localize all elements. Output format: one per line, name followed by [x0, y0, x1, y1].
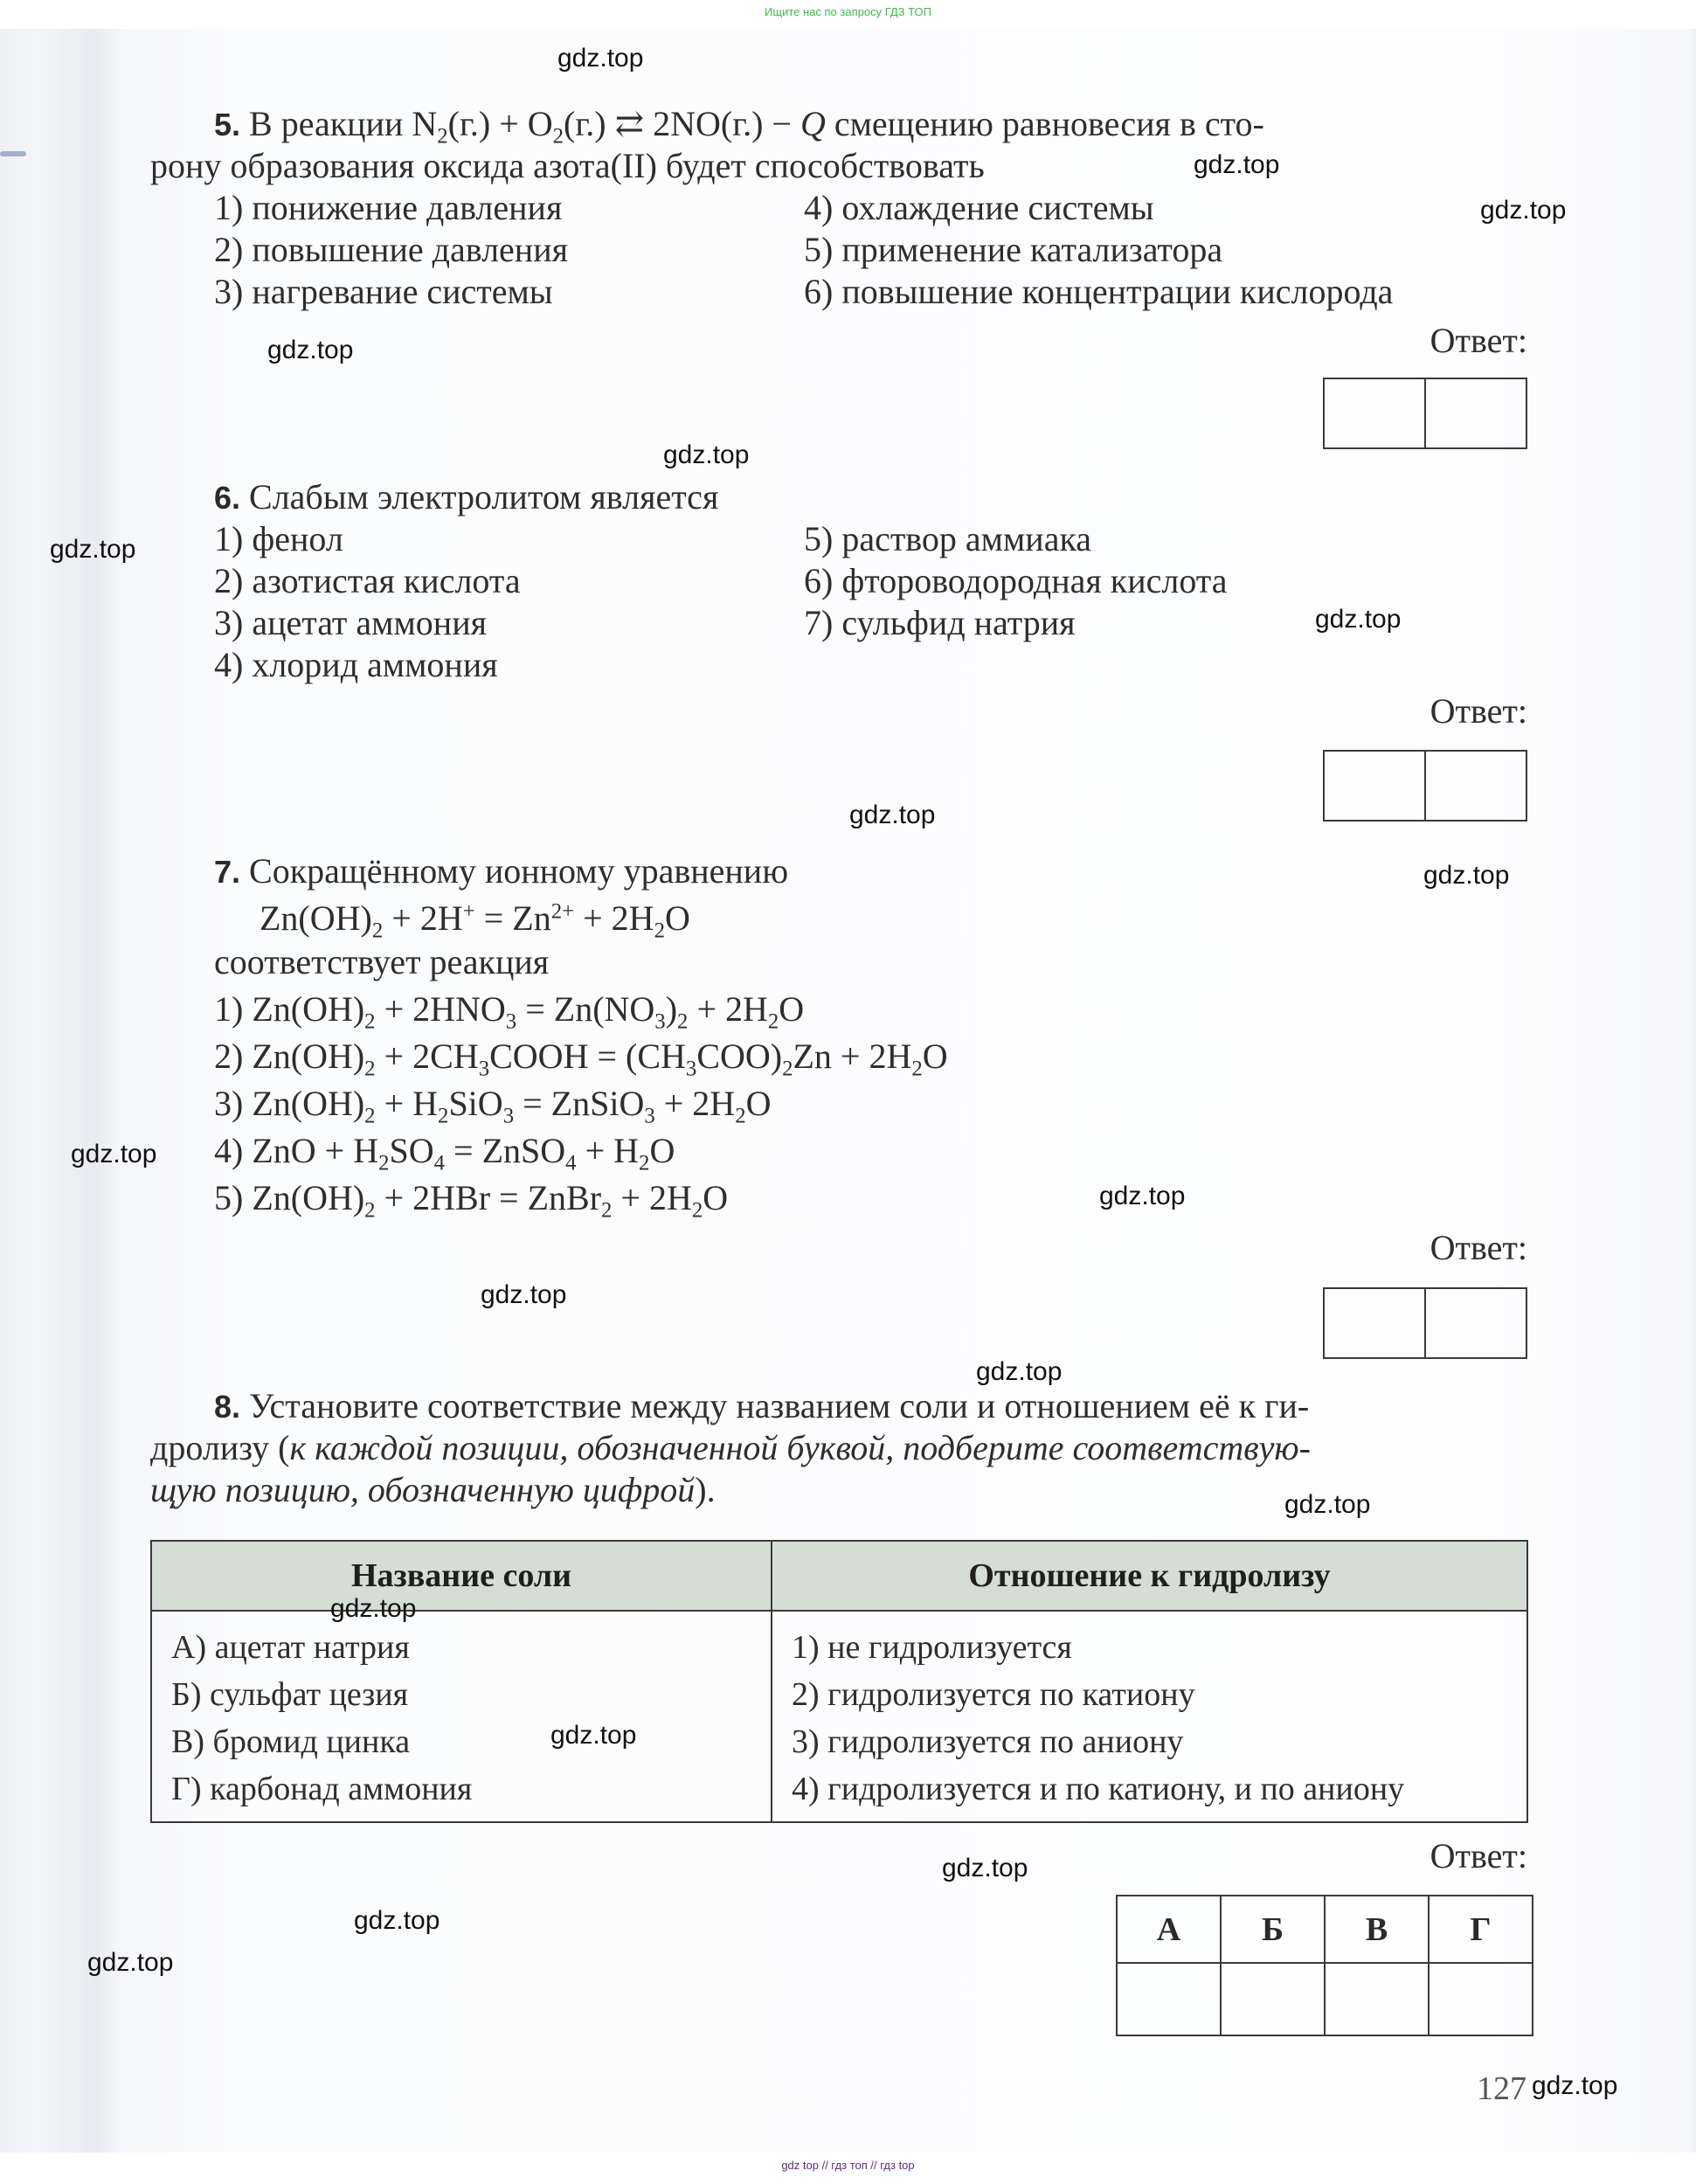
- q8-line-1: 8. Установите соответствие между названием соли и отношением её к ги-: [214, 1386, 1310, 1425]
- watermark: gdz.top: [71, 1140, 157, 1168]
- q7-number: 7.: [214, 854, 241, 890]
- watermark: gdz.top: [663, 440, 750, 469]
- watermark: gdz.top: [1194, 150, 1280, 179]
- watermark: gdz.top: [87, 1948, 174, 1977]
- watermark: gdz.top: [1480, 196, 1567, 225]
- q8-line-2: дролизу (к каждой позиции, обозначенной буквой, подберите соответствую-: [150, 1428, 1311, 1467]
- q6-number: 6.: [214, 480, 241, 516]
- q8-line-3: щую позицию, обозначенную цифрой).: [150, 1470, 716, 1509]
- watermark: gdz.top: [557, 44, 644, 73]
- q5-option-4: 4) охлаждение системы: [804, 188, 1154, 227]
- q6-option-4: 4) хлорид аммония: [214, 645, 498, 684]
- q6-answer-label: Ответ:: [1429, 691, 1527, 731]
- q8-answer-table: [1116, 1895, 1533, 2036]
- watermark: gdz.top: [330, 1594, 417, 1623]
- q7-option-4: 4) ZnO + $H_2SO_4$ = ZnSO$_4$ + $H_2O$: [214, 1131, 675, 1175]
- table-header-salt: Название соли: [151, 1541, 772, 1611]
- q8-number: 8.: [214, 1389, 241, 1425]
- watermark: gdz.top: [354, 1906, 440, 1935]
- q5-answer-cell-1[interactable]: [1325, 379, 1424, 447]
- watermark: gdz.top: [1099, 1182, 1186, 1210]
- q5-option-1: 1) понижение давления: [214, 188, 563, 227]
- q6-line-1: 6. Слабым электролитом является: [214, 477, 719, 517]
- watermark: gdz.top: [1532, 2071, 1618, 2100]
- watermark: gdz.top: [481, 1280, 567, 1309]
- q6-answer-cell-2[interactable]: [1424, 752, 1526, 820]
- answer-cell-v[interactable]: [1325, 1963, 1429, 2035]
- q7-option-5: 5) $Zn(OH)_2 + 2HBr$ = ZnBr$_2$ + $2H_2O$: [214, 1178, 729, 1223]
- q6-option-2: 2) азотистая кислота: [214, 561, 521, 600]
- q7-answer-box[interactable]: [1323, 1287, 1527, 1359]
- q5-line-1: 5. В реакции $N_2(г.) + O_2(г.)$ ⇄ 2NO(г.) − Q смещению равновесия в сто-: [214, 104, 1264, 149]
- answer-cell-a[interactable]: [1117, 1963, 1221, 2035]
- answer-col-b: Б: [1221, 1896, 1325, 1963]
- watermark: gdz.top: [267, 336, 354, 364]
- salt-item-g: Г) карбонад аммония: [171, 1771, 473, 1807]
- q7-option-2: 2) $Zn(OH)_2$ + $2CH_3COOH = (CH_3COO)_2Zn + 2H_2O$: [214, 1037, 948, 1081]
- hydrolysis-item-4: 4) гидролизуется и по катиону, и по аниону: [792, 1771, 1405, 1807]
- q7-answer-label: Ответ:: [1429, 1228, 1527, 1267]
- answer-col-g: Г: [1429, 1896, 1533, 1963]
- q5-option-3: 3) нагревание системы: [214, 272, 553, 311]
- q7-option-1: 1) $Zn(OH)_2 + 2HNO_3 = Zn(NO_3)_2 + 2H_2O$: [214, 989, 805, 1034]
- watermark: gdz.top: [942, 1854, 1028, 1882]
- hydrolysis-item-1: 1) не гидролизуется: [792, 1629, 1072, 1666]
- footer-links[interactable]: gdz top // гдз топ // гдз top: [781, 2159, 915, 2172]
- hydrolysis-list: [772, 1611, 1527, 1822]
- q5-number: 5.: [214, 107, 241, 142]
- hydrolysis-item-3: 3) гидролизуется по аниону: [792, 1723, 1184, 1760]
- q8-answer-label: Ответ:: [1429, 1836, 1527, 1875]
- q5-line-2: рону образования оксида азота(II) будет способствовать: [150, 146, 985, 185]
- q6-option-3: 3) ацетат аммония: [214, 603, 487, 642]
- table-header-hydrolysis: Отношение к гидролизу: [772, 1541, 1527, 1611]
- salt-item-b: Б) сульфат цезия: [171, 1676, 409, 1713]
- q5-answer-label: Ответ:: [1429, 321, 1527, 360]
- q7-option-3: 3) $Zn(OH)_2 + H_2SiO_3$ = ZnSiO$_3$ + $2H_2O$: [214, 1084, 772, 1128]
- salt-item-v: В) бромид цинка: [171, 1723, 411, 1760]
- watermark: gdz.top: [1284, 1490, 1371, 1519]
- q7-equation: $Zn(OH)_2 + 2H^+ = Zn^{2+} + 2H_2O$: [260, 898, 690, 943]
- salt-list: [151, 1611, 772, 1822]
- answer-col-v: В: [1325, 1896, 1429, 1963]
- watermark: gdz.top: [976, 1357, 1063, 1386]
- q7-line-1: 7. Сокращённому ионному уравнению: [214, 851, 789, 891]
- watermark: gdz.top: [50, 535, 136, 564]
- watermark: gdz.top: [1315, 605, 1402, 634]
- q7-line-2: соответствует реакция: [214, 942, 550, 981]
- answer-cell-g[interactable]: [1429, 1963, 1533, 2035]
- q5-option-2: 2) повышение давления: [214, 230, 568, 269]
- q6-answer-box[interactable]: [1323, 750, 1527, 822]
- q5-answer-cell-2[interactable]: [1424, 379, 1526, 447]
- page-edge-mark: [0, 151, 26, 156]
- q6-option-7: 7) сульфид натрия: [804, 603, 1076, 642]
- q5-answer-box[interactable]: [1323, 378, 1527, 449]
- q5-option-6: 6) повышение концентрации кислорода: [804, 272, 1394, 311]
- top-banner: Ищите нас по запросу ГДЗ ТОП: [765, 5, 931, 18]
- q7-answer-cell-2[interactable]: [1424, 1289, 1526, 1357]
- hydrolysis-item-2: 2) гидролизуется по катиону: [792, 1676, 1195, 1713]
- watermark: gdz.top: [849, 801, 936, 829]
- q6-option-1: 1) фенол: [214, 519, 343, 558]
- q5-option-5: 5) применение катализатора: [804, 230, 1223, 269]
- q6-option-5: 5) раствор аммиака: [804, 519, 1092, 558]
- q6-answer-cell-1[interactable]: [1325, 752, 1424, 820]
- q8-matching-table: [150, 1540, 1528, 1823]
- salt-item-a: А) ацетат натрия: [171, 1629, 410, 1666]
- watermark: gdz.top: [1423, 861, 1510, 890]
- q7-answer-cell-1[interactable]: [1325, 1289, 1424, 1357]
- answer-col-a: А: [1117, 1896, 1221, 1963]
- q6-option-6: 6) фтороводородная кислота: [804, 561, 1228, 600]
- answer-cell-b[interactable]: [1221, 1963, 1325, 2035]
- page-number: 127: [1477, 2070, 1526, 2107]
- watermark: gdz.top: [550, 1721, 637, 1750]
